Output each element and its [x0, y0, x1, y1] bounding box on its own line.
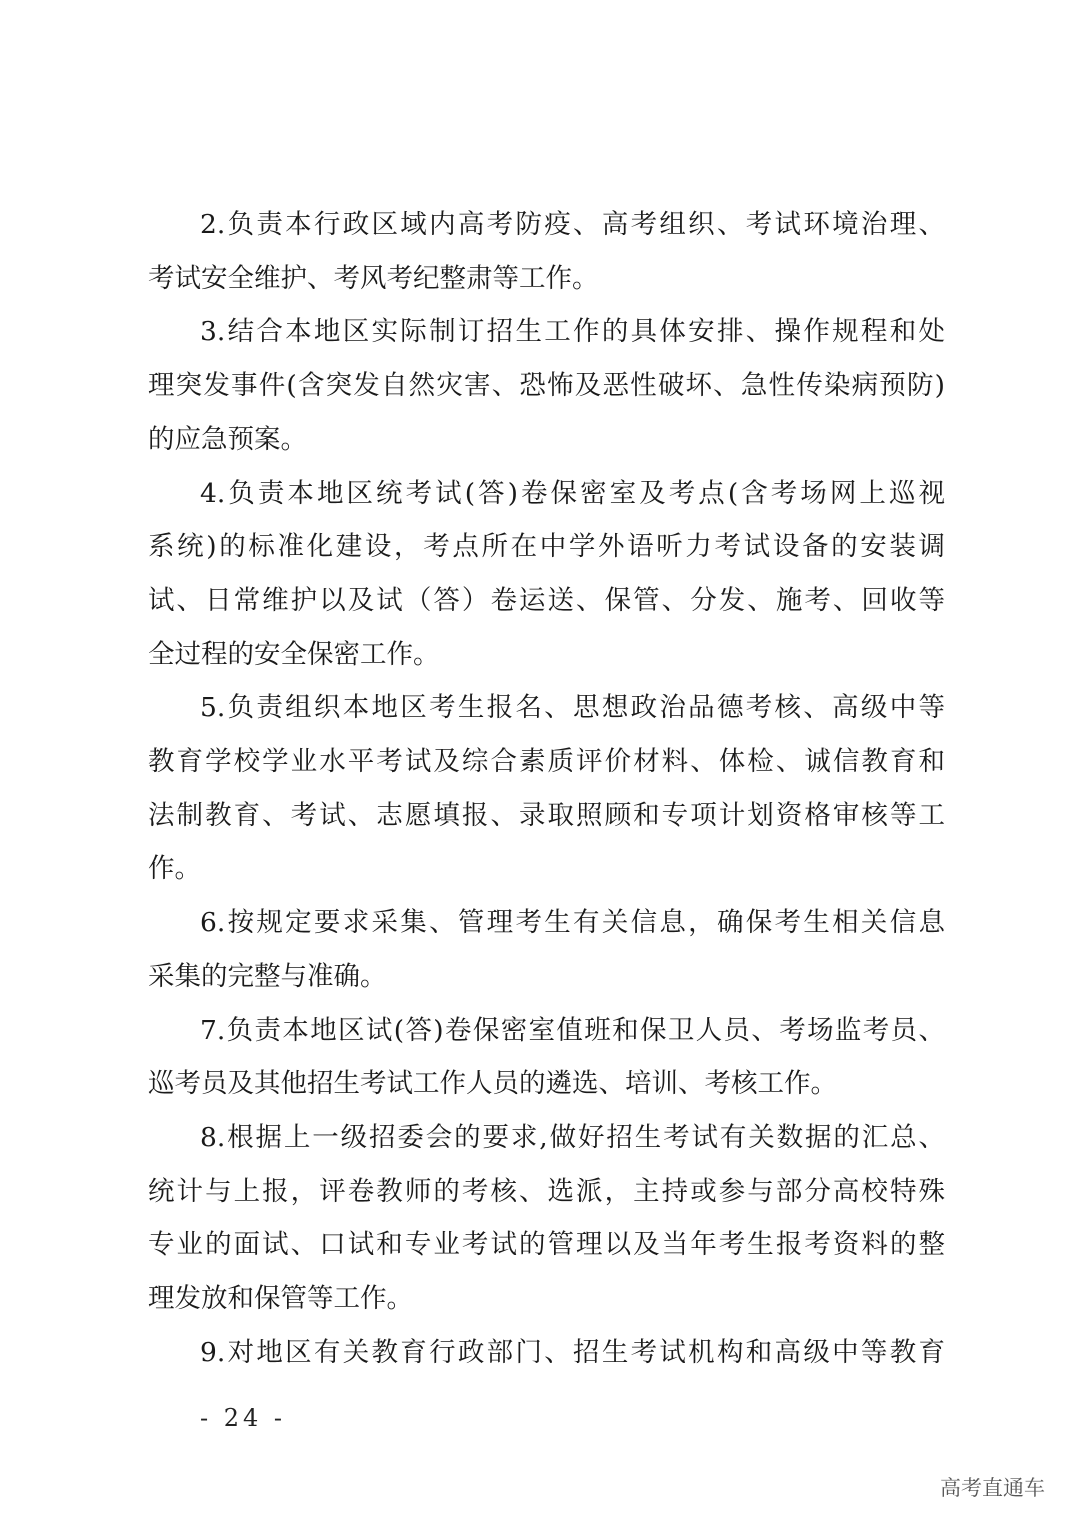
text-line: 理突发事件(含突发自然灾害、恐怖及恶性破坏、急性传染病预防): [148, 370, 945, 402]
text-line: 3.结合本地区实际制订招生工作的具体安排、操作规程和处: [200, 316, 945, 348]
text-line: 全过程的安全保密工作。: [148, 638, 440, 670]
text-line: 作。: [148, 853, 201, 885]
text-line: 6.按规定要求采集、管理考生有关信息，确保考生相关信息: [200, 907, 945, 939]
text-line: 4.负责本地区统考试(答)卷保密室及考点(含考场网上巡视: [200, 477, 945, 509]
page-number: - 24 -: [200, 1404, 287, 1432]
text-line: 7.负责本地区试(答)卷保密室值班和保卫人员、考场监考员、: [200, 1014, 945, 1046]
text-line: 2.负责本行政区域内高考防疫、高考组织、考试环境治理、: [200, 209, 945, 240]
text-line: 专业的面试、口试和专业考试的管理以及当年考生报考资料的整: [148, 1229, 945, 1261]
text-line: 理发放和保管等工作。: [148, 1283, 413, 1314]
text-line: 的应急预案。: [148, 423, 307, 455]
text-line: 5.负责组织本地区考生报名、思想政治品德考核、高级中等: [200, 692, 945, 724]
text-line: 统计与上报，评卷教师的考核、选派，主持或参与部分高校特殊: [148, 1175, 945, 1207]
text-line: 教育学校学业水平考试及综合素质评价材料、体检、诚信教育和: [148, 746, 945, 777]
text-line: 系统)的标准化建设，考点所在中学外语听力考试设备的安装调: [148, 531, 945, 563]
text-line: 8.根据上一级招委会的要求,做好招生考试有关数据的汇总、: [200, 1121, 945, 1153]
text-line: 考试安全维护、考风考纪整肃等工作。: [148, 262, 599, 294]
text-line: 巡考员及其他招生考试工作人员的遴选、培训、考核工作。: [148, 1068, 837, 1100]
watermark: 高考直通车: [940, 1476, 1045, 1500]
text-line: 法制教育、考试、志愿填报、录取照顾和专项计划资格审核等工: [148, 799, 945, 831]
text-line: 9.对地区有关教育行政部门、招生考试机构和高级中等教育: [200, 1336, 945, 1368]
text-line: 试、日常维护以及试（答）卷运送、保管、分发、施考、回收等: [148, 584, 945, 616]
text-line: 采集的完整与准确。: [148, 960, 387, 992]
